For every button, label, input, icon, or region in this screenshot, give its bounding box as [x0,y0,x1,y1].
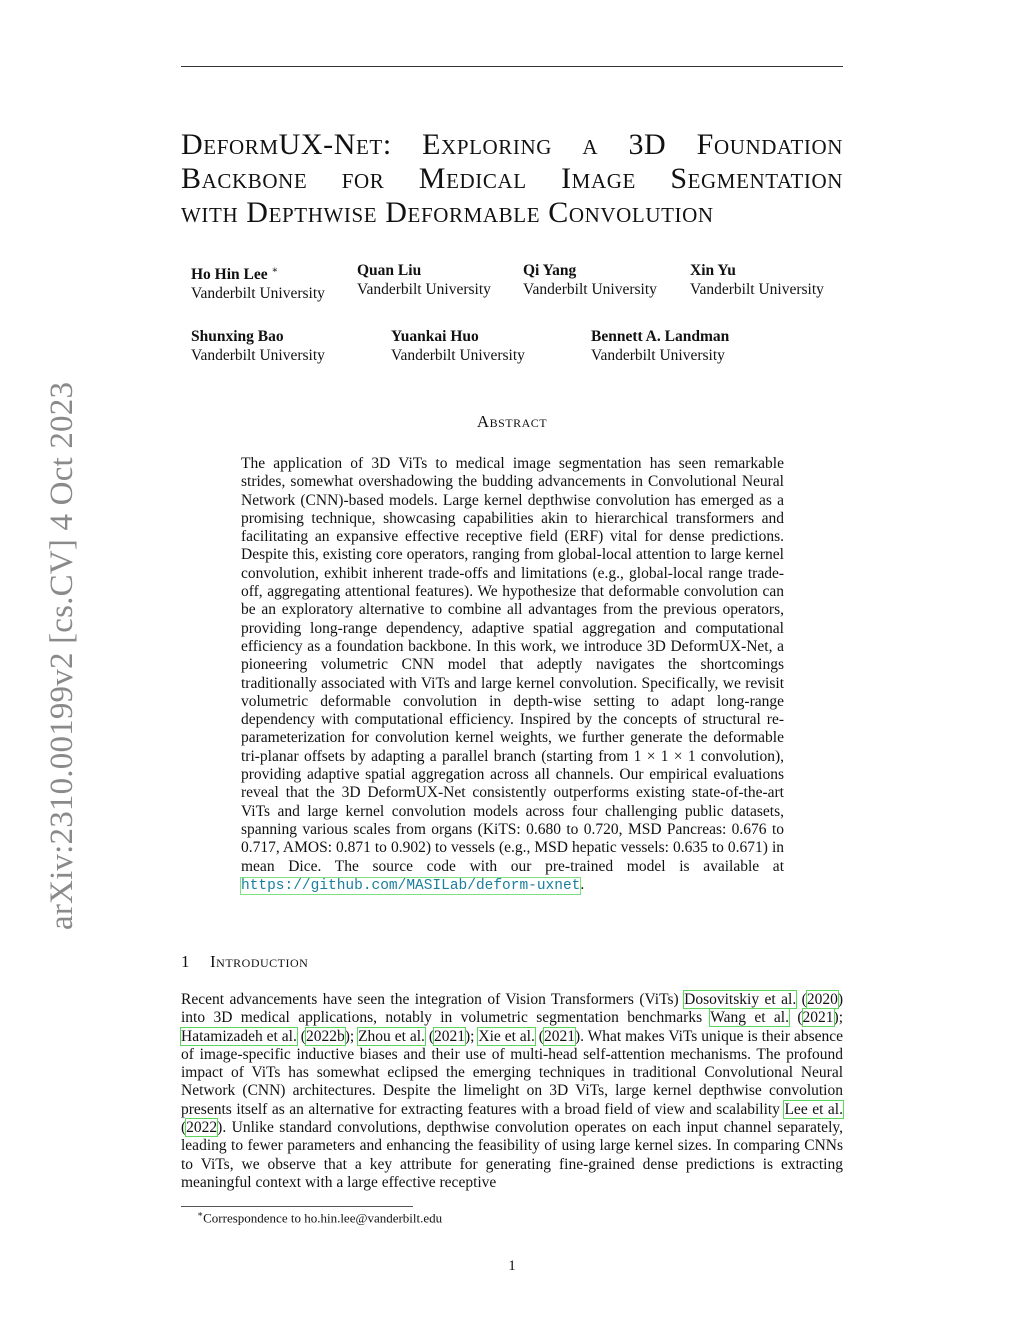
citation-link[interactable]: 2022b [305,1027,345,1045]
introduction-text-run: ); [344,1027,359,1045]
introduction-text-run: ( [181,1119,187,1137]
section-number: 1 [181,952,190,971]
title-line: DeformUX-Net: Exploring a 3D Foundation [181,128,843,161]
author-block [591,327,729,365]
title-line: Backbone for Medical Image Segmentation [181,162,843,195]
author-name: Quan Liu [357,262,422,279]
author-name: Ho Hin Lee [191,266,268,284]
author-block [191,261,325,303]
citation-link[interactable]: 2021 [543,1027,575,1045]
citation-link[interactable]: Hatamizadeh et al. [181,1027,297,1045]
introduction-text-run: Recent advancements have seen the integration of Vision Transformers (ViTs) [181,991,685,1008]
author-block [690,261,824,299]
author-footnote-mark: ∗ [271,265,279,276]
citation-link[interactable]: 2020 [806,991,838,1008]
author-affiliation: Vanderbilt University [690,281,824,298]
author-name: Xin Yu [690,262,736,279]
introduction-text-run: ( [788,1009,803,1027]
source-code-link[interactable]: https://github.com/MASILab/deform-uxnet [241,877,581,894]
author-affiliation: Vanderbilt University [523,281,657,298]
paper-title [181,128,843,230]
introduction-heading [181,952,308,972]
citation-link[interactable]: Lee et al. [784,1100,843,1118]
author-name: Bennett A. Landman [591,328,730,345]
footnote-mark: ∗ [197,1209,204,1219]
introduction-text-run: ); [833,1009,843,1027]
introduction-text-run: ( [296,1027,306,1045]
introduction-text-run: ) into 3D medical applications, notably in volumetric segmentation benchmarks [181,991,843,1027]
citation-link[interactable]: 2021 [802,1009,834,1027]
top-rule [181,66,843,67]
author-name: Shunxing Bao [191,328,284,345]
footnote-rule [181,1206,413,1207]
author-affiliation: Vanderbilt University [391,347,525,364]
introduction-text-run: ( [424,1027,434,1045]
citation-link[interactable]: 2021 [434,1027,465,1045]
author-block [391,327,525,365]
citation-link[interactable]: Dosovitskiy et al. [684,991,797,1008]
footnote [197,1209,442,1226]
introduction-text [181,991,843,1192]
arxiv-identifier: arXiv:2310.00199v2 [cs.CV] 4 Oct 2023 [44,381,80,930]
citation-link[interactable]: 2022 [186,1119,218,1137]
abstract-heading: Abstract [476,412,548,431]
section-title: Introduction [210,952,309,971]
introduction-text-run: ); [465,1027,479,1045]
introduction-text-run: ( [796,991,807,1008]
author-affiliation: Vanderbilt University [191,347,325,364]
author-affiliation: Vanderbilt University [357,281,491,298]
author-name: Qi Yang [523,262,577,279]
title-line: with Depthwise Deformable Convolution [181,196,714,229]
abstract-body-text: The application of 3D ViTs to medical image segmentation has seen remarkable strides, somewhat overshadowing the budding advancements in Convolutional Neural Network (CNN)-based models. Large kernel depthwise convolution has emerged as a promising technique, showcasing capabilities akin to hierarchical transformers and facilitating an expansive effective receptive field (ERF) vital for dense predictions. Despite this, existing core operators, ranging from global-local attention to large kernel convolution, exhibit inherent trade-offs and limitations (e.g., global-local range trade-off, aggregating attentional features). We hypothesize that deformable convolution can be an exploratory alternative to combine all advantages from the previous operators, providing long-range dependency, adaptive spatial aggregation and computational efficiency as a foundation backbone. In this work, we introduce 3D DeformUX-Net, a pioneering volumetric CNN model that adeptly navigates the shortcomings traditionally associated with ViTs and large kernel convolution. Specifically, we revisit volumetric deformable convolution in depth-wise setting to adapt long-range dependency with computational efficiency. Inspired by the concepts of structural re-parameterization for convolution kernel weights, we further generate the deformable tri-planar offsets by adapting a parallel branch (starting from 1 × 1 × 1 convolution), providing adaptive spatial aggregation across all channels. Our empirical evaluations reveal that the 3D DeformUX-Net consistently outperforms existing state-of-the-art ViTs and large kernel convolution models across four challenging public datasets, spanning various scales from organs (KiTS: 0.680 to 0.720, MSD Pancreas: 0.676 to 0.717, AMOS: 0.871 to 0.902) to vessels (e.g., MSD hepatic vessels: 0.635 to 0.671) in mean Dice. The source code with our pre-trained model is available at [241,455,784,875]
footnote-text: Correspondence to ho.hin.lee@vanderbilt.edu [203,1210,443,1226]
citation-link[interactable]: Zhou et al. [358,1027,425,1045]
author-affiliation: Vanderbilt University [191,285,325,303]
page-number: 1 [508,1258,516,1274]
citation-link[interactable]: Xie et al. [478,1027,535,1045]
author-block [191,327,325,365]
author-block [357,261,491,299]
author-name: Yuankai Huo [391,328,479,345]
introduction-text-run: ). What makes ViTs unique is their absence of image-specific inductive biases and their use of multi-head self-attention mechanisms. The profound impact of ViTs has somewhat eclipsed the emerging techniques in traditional Convolutional Neural Network (CNN) architectures. Despite the limelight on 3D ViTs, large kernel depthwise convolution presents itself as an alternative for extracting features with a broad field of view and scalability [181,1027,843,1118]
abstract-end: . [580,875,585,893]
author-block [523,261,657,299]
citation-link[interactable]: Wang et al. [710,1009,789,1027]
introduction-text-run: ). Unlike standard convolutions, depthwise convolution operates on each input channel separately, leading to fewer parameters and enhancing the feasibility of using large kernel sizes. In comparing CNNs to ViTs, we observe that a key attribute for generating fine-grained dense predictions is extracting meaningful context with a large effective receptive [181,1119,843,1191]
abstract-text [241,455,784,895]
introduction-text-run: ( [534,1027,544,1045]
author-affiliation: Vanderbilt University [591,347,725,364]
